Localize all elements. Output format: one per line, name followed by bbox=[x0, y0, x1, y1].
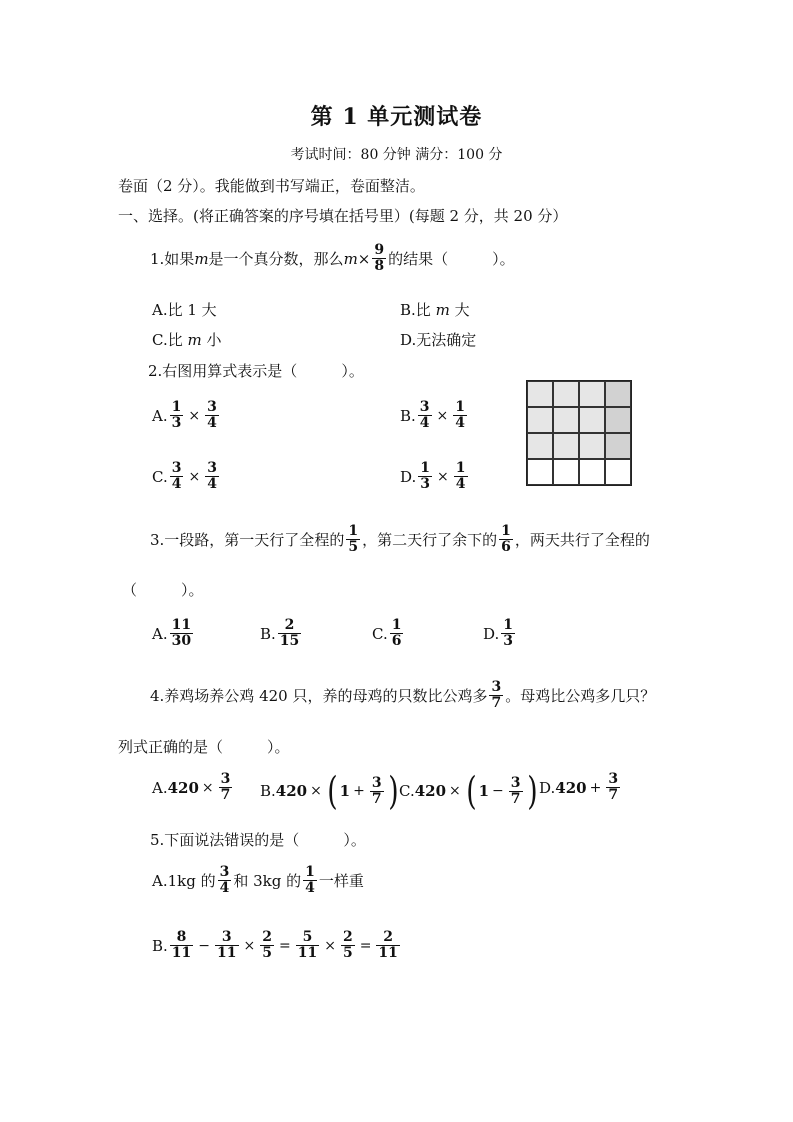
denominator: 7 bbox=[608, 787, 619, 803]
question-5: 5.下面说法错误的是（ ）。 bbox=[150, 831, 366, 849]
fraction bbox=[205, 461, 219, 492]
q4-option-b[interactable]: B. 420 × ( 1 + $\frac{3}{7}$ ) bbox=[260, 769, 399, 813]
numerator: 1 bbox=[455, 460, 466, 476]
grid-cell bbox=[605, 433, 631, 459]
numerator: 8 bbox=[176, 929, 187, 945]
numerator: 1 bbox=[305, 864, 315, 880]
fraction bbox=[219, 772, 233, 803]
numerator: 3 bbox=[171, 460, 182, 476]
numerator: 3 bbox=[219, 864, 230, 880]
page-title: 第 1 单元测试卷 bbox=[310, 104, 483, 130]
denominator: 30 bbox=[171, 633, 192, 649]
denominator: 4 bbox=[219, 880, 230, 896]
fraction bbox=[296, 930, 319, 961]
denominator: 6 bbox=[501, 539, 511, 555]
fraction bbox=[218, 865, 232, 896]
grid-cell bbox=[605, 459, 631, 485]
denominator: 5 bbox=[262, 945, 272, 961]
fraction bbox=[372, 243, 386, 274]
denominator: 3 bbox=[503, 633, 514, 649]
q4-option-c[interactable]: C. 420 × ( 1 − $\frac{3}{7}$ ) bbox=[399, 769, 538, 813]
fraction bbox=[499, 524, 513, 555]
q2-option-d[interactable]: D. $\frac{1}{3}$ × $\frac{1}{4}$ bbox=[400, 460, 466, 492]
numerator: 3 bbox=[207, 399, 217, 415]
denominator: 3 bbox=[420, 476, 431, 492]
fraction bbox=[170, 618, 193, 649]
denominator: 11 bbox=[217, 945, 237, 961]
denominator: 4 bbox=[305, 880, 315, 896]
q2-option-c[interactable]: C. $\frac{3}{4}$ × $\frac{3}{4}$ bbox=[152, 460, 217, 492]
numerator: 9 bbox=[374, 242, 385, 258]
denominator: 4 bbox=[419, 415, 430, 431]
q2-option-b[interactable]: B. $\frac{3}{4}$ × $\frac{1}{4}$ bbox=[400, 399, 466, 431]
denominator: 4 bbox=[455, 415, 466, 431]
denominator: 11 bbox=[378, 945, 398, 961]
fraction bbox=[418, 461, 432, 492]
numerator: 3 bbox=[491, 679, 502, 695]
question-3: 3.一段路，第一天行了全程的 $\frac{1}{5}$ ，第二天行了余下的 $\frac{1}{6}$ ，两天共行了全程的 bbox=[150, 523, 650, 555]
grid-cell bbox=[605, 381, 631, 407]
grid-cell bbox=[527, 433, 553, 459]
q3-option-c[interactable]: C. $\frac{1}{6}$ bbox=[372, 617, 402, 649]
fraction bbox=[170, 461, 184, 492]
numerator: 1 bbox=[348, 523, 359, 539]
numerator: 2 bbox=[262, 929, 272, 945]
question-2: 2.右图用算式表示是（ ）。 bbox=[148, 362, 364, 380]
neatness-note: 卷面（2 分）。我能做到书写端正，卷面整洁。 bbox=[118, 177, 425, 195]
question-1: 1.如果 m 是一个真分数，那么 m × $\frac{9}{8}$ 的结果（ ）。 bbox=[150, 242, 515, 274]
numerator: 2 bbox=[383, 929, 394, 945]
numerator: 2 bbox=[342, 929, 353, 945]
grid-cell bbox=[553, 459, 579, 485]
q1-option-b[interactable]: B.比 m 大 bbox=[400, 301, 470, 319]
numerator: 3 bbox=[371, 774, 382, 791]
numerator: 1 bbox=[171, 399, 182, 415]
q1-option-a[interactable]: A.比 1 大 bbox=[152, 301, 217, 319]
numerator: 3 bbox=[220, 771, 231, 787]
fraction bbox=[418, 400, 432, 431]
q2-option-a[interactable]: A. $\frac{1}{3}$ × $\frac{3}{4}$ bbox=[152, 399, 217, 431]
numerator: 1 bbox=[391, 617, 402, 633]
numerator: 3 bbox=[510, 774, 521, 791]
grid-cell bbox=[527, 407, 553, 433]
q4-option-d[interactable]: D. 420 + $\frac{3}{7}$ bbox=[539, 771, 619, 803]
grid-cell bbox=[527, 381, 553, 407]
grid-cell bbox=[605, 407, 631, 433]
denominator: 7 bbox=[220, 787, 231, 803]
q4-option-a[interactable]: A. 420 × $\frac{3}{7}$ bbox=[152, 771, 231, 803]
numerator: 3 bbox=[608, 771, 619, 787]
numerator: 3 bbox=[221, 929, 232, 945]
grid-cell bbox=[553, 433, 579, 459]
grid-cell bbox=[579, 381, 605, 407]
grid-cell bbox=[579, 459, 605, 485]
numerator: 1 bbox=[420, 460, 431, 476]
denominator: 8 bbox=[374, 258, 385, 274]
grid-cell bbox=[579, 407, 605, 433]
numerator: 2 bbox=[284, 617, 295, 633]
fraction bbox=[346, 524, 360, 555]
denominator: 4 bbox=[207, 476, 217, 492]
denominator: 4 bbox=[171, 476, 182, 492]
denominator: 15 bbox=[279, 633, 300, 649]
fraction bbox=[370, 776, 384, 807]
numerator: 1 bbox=[455, 399, 466, 415]
fraction bbox=[303, 865, 317, 896]
q3-option-a[interactable]: A. $\frac{11}{30}$ bbox=[152, 617, 192, 649]
grid-cell bbox=[553, 407, 579, 433]
denominator: 4 bbox=[455, 476, 466, 492]
fraction bbox=[390, 618, 404, 649]
fraction bbox=[606, 772, 620, 803]
fraction bbox=[215, 930, 238, 961]
fraction bbox=[489, 680, 503, 711]
denominator: 7 bbox=[371, 790, 382, 807]
q5-option-b[interactable]: B. $\frac{8}{11}$ − $\frac{3}{11}$ × $\frac{2}{5}$ = $\frac{5}{11}$ × $\frac{2}{5}$ = $\frac{2}{11}$ bbox=[152, 929, 398, 961]
numerator: 11 bbox=[171, 617, 192, 633]
fraction-grid-figure bbox=[526, 380, 632, 486]
grid-cell bbox=[527, 459, 553, 485]
fraction bbox=[376, 930, 399, 961]
fraction bbox=[278, 618, 301, 649]
fraction bbox=[341, 930, 355, 961]
numerator: 1 bbox=[501, 523, 511, 539]
exam-info: 考试时间：80 分钟 满分：100 分 bbox=[290, 147, 503, 163]
grid-cell bbox=[579, 433, 605, 459]
q3-option-d[interactable]: D. $\frac{1}{3}$ bbox=[483, 617, 514, 649]
question-4-line2: 列式正确的是（ ）。 bbox=[118, 738, 290, 756]
grid-cell bbox=[553, 381, 579, 407]
question-4: 4.养鸡场养公鸡 420 只，养的母鸡的只数比公鸡多 $\frac{3}{7}$ 。母鸡比公鸡多几只？ bbox=[150, 679, 656, 711]
denominator: 7 bbox=[510, 790, 521, 807]
fraction bbox=[260, 930, 274, 961]
denominator: 11 bbox=[171, 945, 192, 961]
denominator: 3 bbox=[171, 415, 182, 431]
numerator: 1 bbox=[503, 617, 514, 633]
question-3-line2: （ ）。 bbox=[122, 581, 204, 599]
fraction bbox=[509, 776, 523, 807]
denominator: 5 bbox=[342, 945, 353, 961]
fraction bbox=[170, 400, 184, 431]
fraction bbox=[170, 930, 193, 961]
denominator: 6 bbox=[391, 633, 402, 649]
numerator: 3 bbox=[207, 460, 217, 476]
q1-option-d[interactable]: D.无法确定 bbox=[400, 331, 477, 349]
section-heading: 一、选择。(将正确答案的序号填在括号里）(每题 2 分，共 20 分） bbox=[118, 207, 568, 225]
q5-option-a[interactable]: A.1kg 的 $\frac{3}{4}$ 和 3kg 的 $\frac{1}{4}$ 一样重 bbox=[152, 864, 364, 896]
fraction bbox=[453, 400, 467, 431]
numerator: 3 bbox=[419, 399, 430, 415]
denominator: 4 bbox=[207, 415, 217, 431]
fraction bbox=[205, 400, 219, 431]
denominator: 11 bbox=[297, 945, 318, 961]
fraction bbox=[454, 461, 468, 492]
denominator: 7 bbox=[491, 695, 502, 711]
denominator: 5 bbox=[348, 539, 359, 555]
q1-option-c[interactable]: C.比 m 小 bbox=[152, 331, 222, 349]
q3-option-b[interactable]: B. $\frac{2}{15}$ bbox=[260, 617, 300, 649]
numerator: 5 bbox=[302, 929, 313, 945]
fraction bbox=[501, 618, 515, 649]
